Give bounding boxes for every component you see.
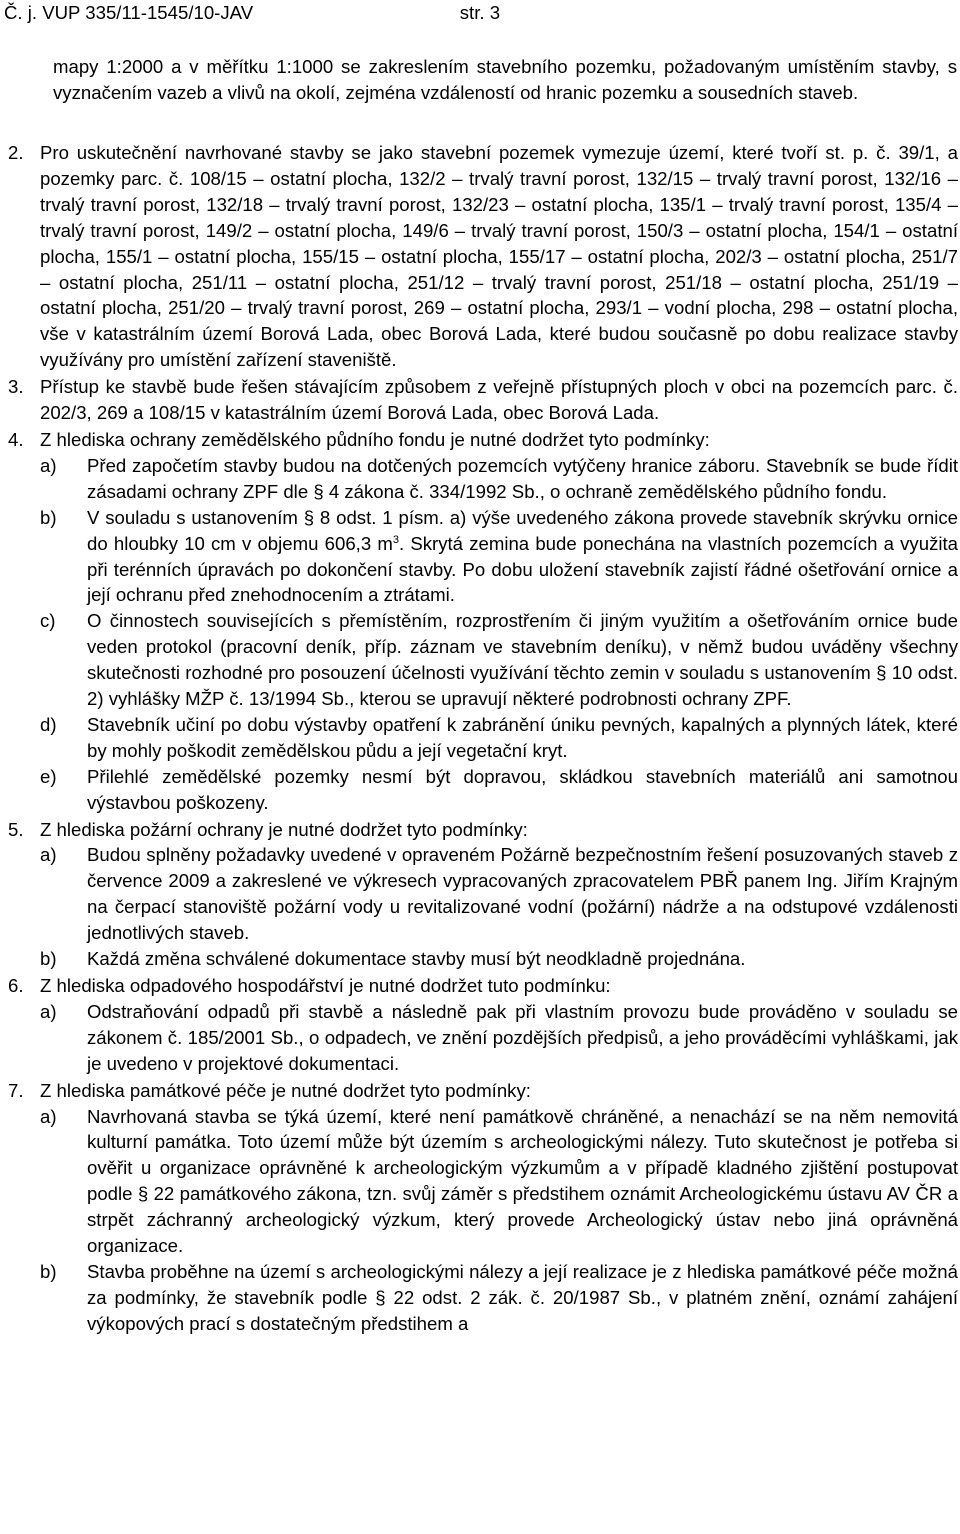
list-item: b) Každá změna schválené dokumentace stavby musí být neodkladně projednána. [40, 948, 746, 970]
section-3 [8, 374, 958, 426]
section-2 [8, 140, 958, 373]
section-5 [8, 817, 958, 972]
list-item: a) Odstraňování odpadů při stavbě a následně pak při vlastním provozu bude prováděno v souladu se zákonem č. 185/2001 Sb., o odpadech, ve znění pozdějších předpisů, a jeho prováděcími vyhláškami, jak je uvedeno v projektové dokumentaci. [40, 1000, 958, 1074]
list-item: a) Budou splněny požadavky uvedené v opraveném Požárně bezpečnostním řešení posuzovaných staveb z července 2009 a zakreslené ve výkresech vypracovaných zpracovatelem PBŘ panem Ing. Jiřím Krajným na čerpací stanoviště požární vody u revitalizované vodní (požární) nádrže a na odstupové vzdálenosti jednotlivých staveb. [40, 844, 958, 944]
list-item: b) V souladu s ustanovením § 8 odst. 1 písm. a) výše uvedeného zákona provede stavebník skrývku ornice do hloubky 10 cm v objemu 606,3 $m^3$. Skrytá zemina bude ponechána na vlastních pozemcích a využita při terénních úpravách po dokončení stavby. Po dobu uložení stavebník zajistí řádné ošetřování ornice a její ochranu před znehodnocením a ztrátami. [40, 506, 959, 606]
section-heading: Z hlediska odpadového hospodářství je nutné dodržet tuto podmínku: [40, 975, 611, 996]
section-4 [8, 427, 958, 816]
section-number: 5. [8, 818, 24, 840]
section-number: 7. [8, 1079, 24, 1101]
page-number: str. 3 [459, 2, 501, 23]
section-text: Pro uskutečnění navrhované stavby se jako stavební pozemek vymezuje území, které tvoří st. p. č. 39/1, a pozemky parc. č. 108/15 – ostatní plocha, 132/2 – trvalý travní porost, 132/15 – trvalý travní porost, 132/16 – trvalý travní porost, 132/18 – trvalý travní porost, 132/23 – ostatní plocha, 135/1 – trvalý travní porost, 135/4 – trvalý travní porost, 149/2 – ostatní plocha, 149/6 – trvalý travní porost, 150/3 – ostatní plocha, 154/1 – ostatní plocha, 155/1 – ostatní plocha, 155/15 – ostatní plocha, 155/17 – ostatní plocha, 202/3 – ostatní plocha, 251/7 – ostatní plocha, 251/11 – ostatní plocha, 251/12 – trvalý travní porost, 251/18 – ostatní plocha, 251/19 – ostatní plocha, 251/20 – trvalý travní porost, 269 – ostatní plocha, 293/1 – vodní plocha, 298 – ostatní plocha, vše v katastrálním území Borová Lada, obec Borová Lada, které budou současně po dobu realizace stavby využívány pro umístění zařízení staveniště. [40, 142, 958, 371]
list-item: c) O činnostech souvisejících s přemístěním, rozprostřením či jiným využitím a ošetřováním ornice bude veden protokol (pracovní deník, příp. záznam ve stavebním deníku), v němž budou uváděny všechny skutečnosti rozhodné pro posouzení účelnosti využívání těchto zemin v souladu s ustanovením § 10 odst. 2) vyhlášky MŽP č. 13/1994 Sb., kterou se upravují některé podrobnosti ochrany ZPF. [40, 610, 958, 710]
superscript: 3 [392, 533, 399, 546]
conditions-list [8, 140, 958, 1337]
section-heading: Z hlediska památkové péče je nutné dodržet tyto podmínky: [40, 1079, 531, 1101]
section-6 [8, 973, 958, 1077]
list-item: a) Před započetím stavby budou na dotčených pozemcích vytýčeny hranice záboru. Stavebník se bude řídit zásadami ochrany ZPF dle § 4 zákona č. 334/1992 Sb., o ochraně zemědělského půdního fondu. [40, 454, 958, 502]
page-header [4, 2, 500, 24]
section-number: 6. [8, 975, 24, 996]
section-heading: Z hlediska požární ochrany je nutné dodržet tyto podmínky: [40, 818, 528, 840]
section-text: Přístup ke stavbě bude řešen stávajícím způsobem z veřejně přístupných ploch v obci na pozemcích parc. č. 202/3, 269 a 108/15 v katastrálním území Borová Lada, obec Borová Lada. [40, 376, 958, 424]
list-item: d) Stavebník učiní po dobu výstavby opatření k zabránění úniku pevných, kapalných a plynných látek, které by mohly poškodit zemědělskou půdu a její vegetační kryt. [40, 713, 958, 761]
list-item: e) Přilehlé zemědělské pozemky nesmí být dopravou, skládkou stavebních materiálů ani samotnou výstavbou poškozeny. [40, 765, 958, 813]
section-heading: Z hlediska ochrany zemědělského půdního fondu je nutné dodržet tyto podmínky: [40, 428, 710, 450]
list-item: a) Navrhovaná stavba se týká území, které není památkově chráněné, a nenachází se na něm nemovitá kulturní památka. Toto území může být územím s archeologickými nálezy. Tuto skutečnost je potřeba si ověřit u organizace oprávněné k archeologickým výzkumům a v případě kladného zjištění postupovat podle § 22 památkového zákona, tzn. svůj záměr s předstihem oznámit Archeologickému ústavu AV ČR a strpět záchranný archeologický výzkum, který provede Archeologický ústav nebo jiná oprávněná organizace. [40, 1105, 958, 1257]
section-number: 3. [8, 376, 24, 398]
section-number: 2. [8, 142, 24, 163]
section-number: 4. [8, 428, 24, 450]
list-item: b) Stavba proběhne na území s archeologickými nálezy a její realizace je z hlediska památkové péče možná za podmínky, že stavebník podle § 22 odst. 2 zák. č. 20/1987 Sb., v platném znění, oznámí zahájení výkopových prací s dostatečným předstihem a [40, 1260, 958, 1334]
case-number: Č. j. VUP 335/11-1545/10-JAV [4, 2, 254, 23]
intro-paragraph: mapy 1:2000 a v měřítku 1:1000 se zakreslením stavebního pozemku, požadovaným umístěním stavby, s vyznačením vazeb a vlivů na okolí, zejména vzdáleností od hranic pozemku a sousedních staveb. [53, 56, 957, 103]
section-7 [8, 1078, 958, 1337]
